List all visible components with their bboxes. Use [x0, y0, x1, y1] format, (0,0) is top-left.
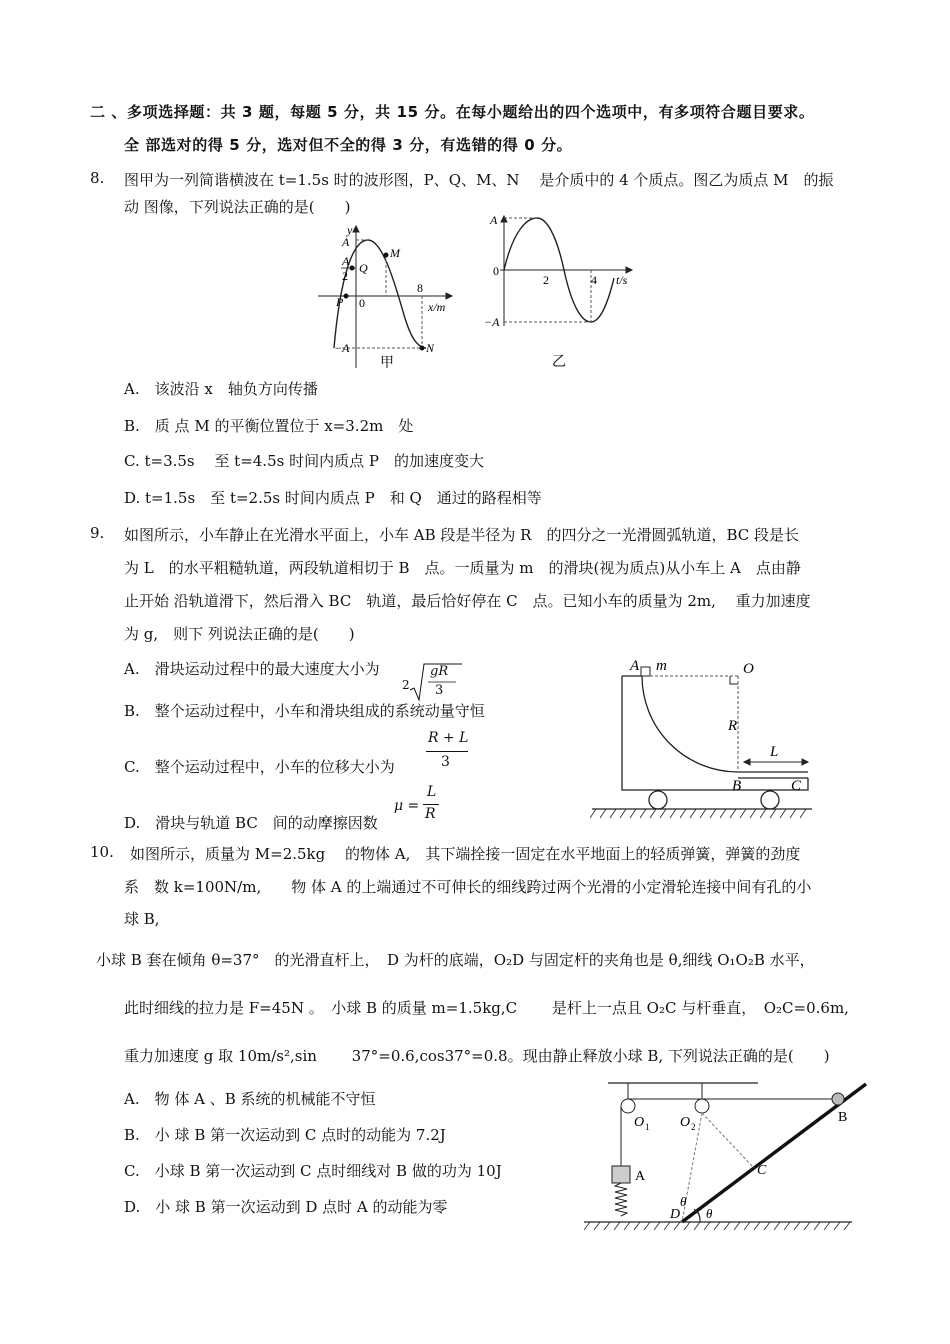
q8-fig-halfA-num: A	[342, 254, 350, 268]
q8-fig2-A-label: A	[490, 213, 498, 227]
q8-option-a: A. 该波沿 x 轴负方向传播	[124, 380, 318, 398]
q9-option-b: B. 整个运动过程中，小车和滑块组成的系统动量守恒	[124, 702, 485, 720]
q8-fig-M-label: M	[390, 246, 400, 260]
q8-fig2-4-label: 4	[591, 273, 597, 287]
q9-fig-B-label: B	[732, 778, 742, 794]
q10-fig-O1-sub: 1	[645, 1122, 650, 1132]
q8-number: 8.	[90, 169, 105, 187]
q8-fig-caption-jia: 甲	[380, 355, 394, 371]
q8-fig-origin: 0	[359, 296, 365, 310]
q9-number: 9.	[90, 524, 105, 542]
q9-stem-line3: 止开始 沿轨道滑下，然后滑入 BC 轨道，最后恰好停在 C 点。已知小车的质量为 2m, 重力加速度	[124, 592, 811, 610]
q8-fig-Q-label: Q	[359, 261, 368, 275]
q10-fig-theta1: θ	[680, 1194, 687, 1209]
q10-stem-line4: 小球 B 套在倾角 θ=37° 的光滑直杆上， D 为杆的底端，O₂D 与固定杆的夹角也是 θ,细线 O₁O₂B 水平，	[96, 951, 815, 969]
q10-stem-line6: 重力加速度 g 取 10m/s²,sin 37°=0.6,cos37°=0.8。现由静止释放小球 B, 下列说法正确的是( )	[124, 1047, 830, 1065]
q9-stem-line2: 为 L 的水平粗糙轨道，两段轨道相切于 B 点。一质量为 m 的滑块(视为质点)从小车上 A 点由静	[124, 559, 801, 577]
q8-stem-line2: 动 图像，下列说法正确的是( )	[124, 198, 351, 216]
q10-stem-line1: 如图所示，质量为 M=2.5kg 的物体 A, 其下端拴接一固定在水平地面上的轻质弹簧，弹簧的劲度	[130, 845, 801, 863]
q9-fig-A-label: A	[630, 658, 640, 674]
q9-fig-R-label: R	[728, 718, 738, 734]
q10-stem-line2: 系 数 k=100N/m, 物 体 A 的上端通过不可伸长的细线跨过两个光滑的小定滑轮连接中间有孔的小	[124, 878, 812, 896]
q10-option-c: C. 小球 B 第一次运动到 C 点时细线对 B 做的功为 10J	[124, 1162, 502, 1180]
q10-fig-O2-sub: 2	[691, 1122, 696, 1132]
q10-fig-O2-label: O	[680, 1115, 691, 1130]
q8-option-c: C. t=3.5s 至 t=4.5s 时间内质点 P 的加速度变大	[124, 452, 484, 470]
q9-fig-m-label: m	[656, 658, 667, 674]
q9-stem-line1: 如图所示，小车静止在光滑水平面上，小车 AB 段是半径为 R 的四分之一光滑圆弧轨道，BC 段是长	[124, 526, 800, 544]
q10-stem-line3: 球 B,	[124, 910, 160, 928]
q8-fig-caption-yi: 乙	[552, 354, 566, 370]
q8-fig-x-label: x/m	[428, 300, 446, 314]
q8-wave-figure	[310, 210, 460, 372]
q9-option-c: C. 整个运动过程中，小车的位移大小为	[124, 758, 395, 776]
q10-fig-O1-label: O	[634, 1115, 645, 1130]
q8-fig2-negA-label: −A	[484, 315, 500, 329]
q8-fig-8-label: 8	[417, 281, 423, 295]
q8-fig-y-label: y	[347, 223, 353, 237]
q10-number: 10.	[90, 843, 114, 861]
q10-fig-A-label: A	[635, 1169, 646, 1184]
q10-fig-B-label: B	[838, 1110, 848, 1125]
q10-pulley-figure	[582, 1078, 872, 1233]
q8-fig-P-label: P	[336, 295, 344, 309]
q9-fig-O-label: O	[743, 661, 754, 677]
q8-fig2-origin: 0	[493, 264, 499, 278]
section-title-line2: 全 部选对的得 5 分，选对但不全的得 3 分，有选错的得 0 分。	[124, 136, 573, 154]
q10-option-b: B. 小 球 B 第一次运动到 C 点时的动能为 7.2J	[124, 1126, 446, 1144]
q10-fig-D-label: D	[670, 1207, 681, 1222]
q10-fig-C-label: C	[757, 1163, 767, 1178]
section-title-line1: 二 、多项选择题：共 3 题，每题 5 分，共 15 分。在每小题给出的四个选项中，有多项符合题目要求。	[90, 103, 815, 121]
q8-option-b: B. 质 点 M 的平衡位置位于 x=3.2m 处	[124, 417, 414, 435]
q9-fig-L-label: L	[770, 744, 779, 760]
q8-fig-N-label: N	[426, 341, 435, 355]
q8-fig2-t-label: t/s	[616, 273, 628, 287]
q9-option-a: A. 滑块运动过程中的最大速度大小为	[124, 660, 380, 678]
q10-option-a: A. 物 体 A 、B 系统的机械能不守恒	[124, 1090, 376, 1108]
q10-stem-line5: 此时细线的拉力是 F=45N 。 小球 B 的质量 m=1.5kg,C 是杆上一点且 O₂C 与杆垂直， O₂C=0.6m,	[124, 999, 849, 1017]
q8-fig-negA-label: −A	[334, 341, 350, 355]
q8-option-d: D. t=1.5s 至 t=2.5s 时间内质点 P 和 Q 通过的路程相等	[124, 489, 542, 507]
q8-fig-halfA-den: 2	[342, 269, 348, 283]
q9-option-d: D. 滑块与轨道 BC 间的动摩擦因数	[124, 814, 378, 832]
q9-fig-C-label: C	[791, 778, 802, 794]
q8-stem-line1: 图甲为一列简谐横波在 t=1.5s 时的波形图，P、Q、M、N 是介质中的 4 个质点。图乙为质点 M 的振	[124, 171, 834, 189]
q9-cart-figure	[590, 652, 815, 822]
q8-vibration-figure	[480, 208, 640, 373]
q8-fig2-2-label: 2	[543, 273, 549, 287]
q10-fig-theta2: θ	[706, 1206, 713, 1221]
q10-option-d: D. 小 球 B 第一次运动到 D 点时 A 的动能为零	[124, 1198, 448, 1216]
q8-fig-A-label: A	[342, 235, 350, 249]
q9-stem-line4: 为 g, 则下 列说法正确的是( )	[124, 625, 355, 643]
